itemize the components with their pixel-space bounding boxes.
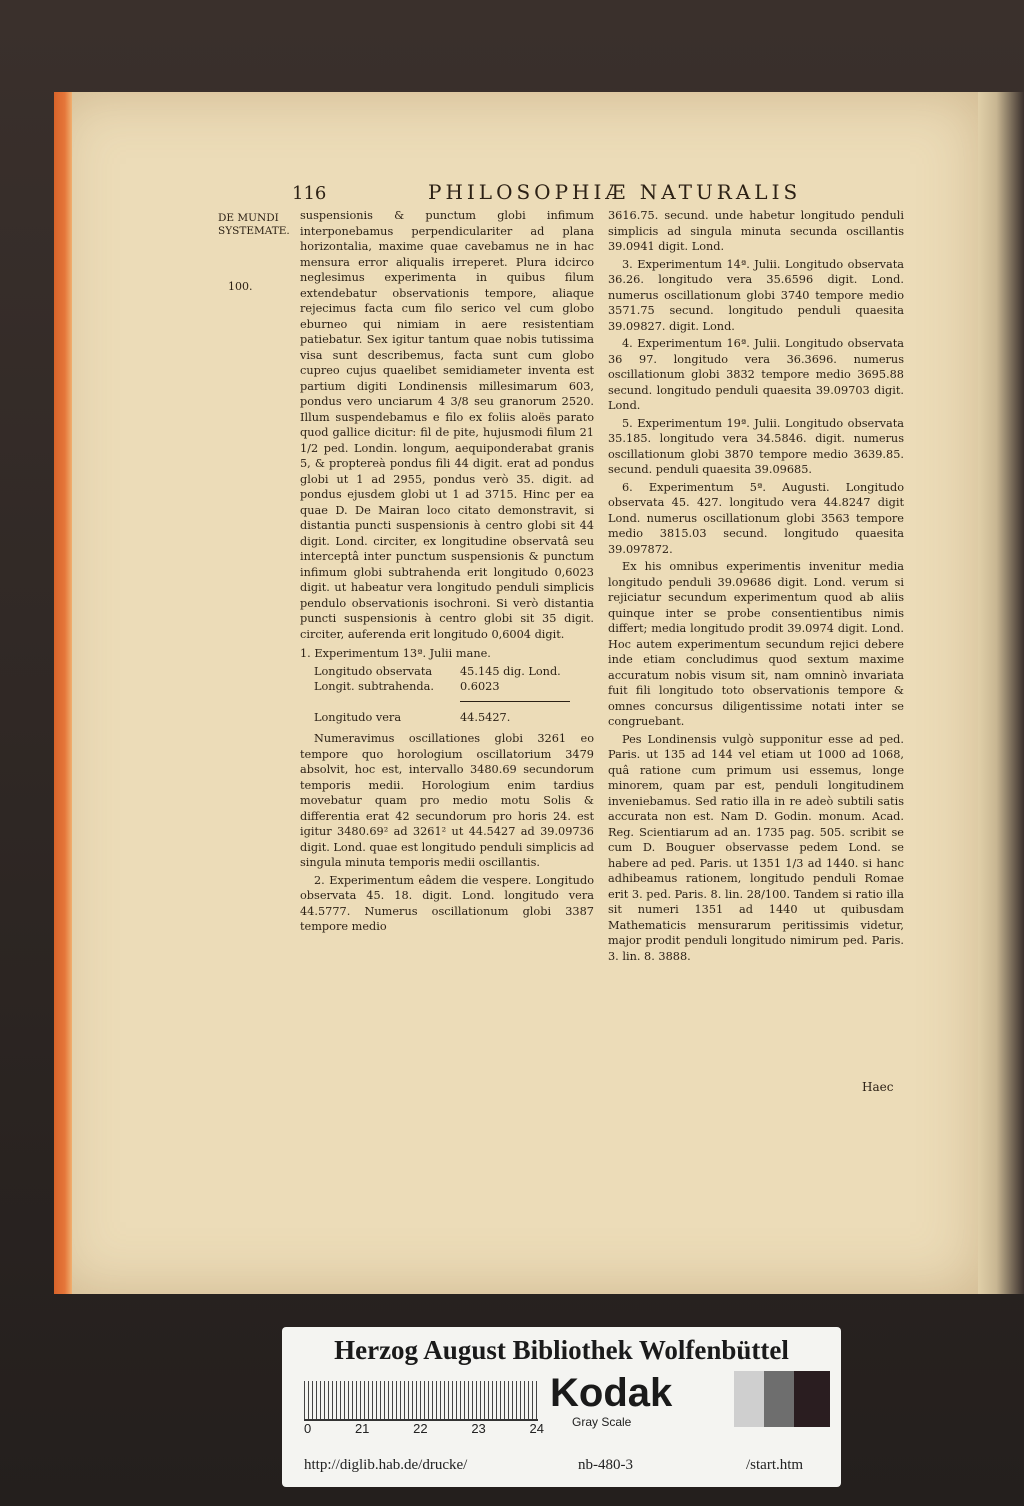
sum-rule xyxy=(460,701,570,702)
next-page-edge xyxy=(978,92,1024,1294)
paragraph: 4. Experimentum 16ª. Julii. Longitudo observata 36 97. longitudo vera 36.3696. numerus oscillationum globi 3832 tempore medio 3695.88 secund. longitudo penduli quaesita 39.09703 digit. Lond. xyxy=(608,337,904,412)
ruler-label: 0 xyxy=(304,1421,312,1436)
library-name: Herzog August Bibliothek Wolfenbüttel xyxy=(334,1335,789,1365)
page-edge xyxy=(54,92,72,1294)
gray-swatch-mid xyxy=(764,1371,794,1427)
ruler-label: 23 xyxy=(471,1421,486,1436)
calc-label: Longitudo observata xyxy=(314,664,433,678)
ruler-labels xyxy=(304,1421,544,1436)
kodak-logo: Kodak xyxy=(550,1371,673,1415)
source-url: http://diglib.hab.de/drucke/ xyxy=(304,1457,468,1473)
paragraph: Pes Londinensis vulgò supponitur esse ad ped. Paris. ut 135 ad 144 vel etiam ut 1000 ad 1068, quâ ratione cum primum usi essemus, longe minorem, quam par est, penduli longitudinem inveniebamus. Sed ratio illa in re adeò subtili satis accurata non est. Nam D. Godin. monum. Acad. Reg. Scientiarum ad an. 1735 pag. 505. scribit se cum D. Bouguer observasse pedem Lond. se habere ad ped. Paris. ut 1351 1/3 ad 1440. si hanc adhibeamus rationem, longitudo penduli Romae erit 3. ped. Paris. 8. lin. 28/100. Tandem si ratio illa sit numeri 1351 ad 1440 ut quibusdam Mathematicis mensurarum peritissimis videtur, major prodit penduli longitudo nimirum ped. Paris. 3. lin. 8. 3888. xyxy=(608,732,904,963)
calc-label: Longit. subtrahenda. xyxy=(314,680,434,693)
calc-result xyxy=(300,710,594,726)
paragraph: 3. Experimentum 14ª. Julii. Longitudo observata 36.26. longitudo vera 35.6596 digit. Lond. numerus oscillationum globi 3740 tempore medio 3571.75 secund. longitudo penduli quaesita 39.09827. digit. Lond. xyxy=(608,257,904,333)
page-number: 116 xyxy=(292,183,327,204)
calc-value: 0.6023 xyxy=(460,680,500,693)
paragraph: Numeravimus oscillationes globi 3261 eo tempore quo horologium oscillatorium 3479 absolvit, hoc est, intervallo 3480.69 secundorum temporis medii. Horologium enim tardius movebatur quam pro medio motu Solis & differentia erat 42 secundorum pro horis 24. est igitur 3480.69² ad 3261² ut 44.5427 ad 39.09736 digit. Lond. quae est longitudo penduli simplicis ad singula minuta temporis medii oscillantis. xyxy=(300,732,594,869)
calc-row xyxy=(300,664,594,680)
right-column xyxy=(608,208,904,966)
calc-row xyxy=(300,679,594,695)
calc-value: 45.145 dig. Lond. xyxy=(460,664,561,678)
ruler-label: 21 xyxy=(354,1421,370,1436)
gray-scale-label: Gray Scale xyxy=(572,1415,632,1429)
paragraph: Ex his omnibus experimentis invenitur media longitudo penduli 39.09686 digit. Lond. verum si rejiciatur secundum experimentum quod ab aliis quinque inter se probe consentientibus nimis differt; media longitudo prodit 39.0974 digit. Lond. Hoc autem experimentum secundum rejici debere inde etiam concludimus quod sextum maxime accuratum nobis visum sit, nam omninò invariata fuit fili longitudo toto observationis tempore & omnes concursus diligentissime notati inter se congruebant. xyxy=(608,560,904,728)
shelfmark: nb-480-3 xyxy=(578,1457,633,1473)
paragraph: 5. Experimentum 19ª. Julii. Longitudo observata 35.185. longitudo vera 34.5846. digit. numerus oscillationum globi 3870 tempore medio 3639.85. secund. penduli quaesita 39.09685. xyxy=(608,416,904,476)
ruler-label: 22 xyxy=(413,1421,428,1436)
kodak-color-card xyxy=(282,1327,841,1487)
calculation-block xyxy=(300,646,594,725)
left-column xyxy=(300,208,594,937)
url-path: /start.htm xyxy=(746,1457,804,1473)
paragraph: 6. Experimentum 5ª. Augusti. Longitudo observata 45. 427. longitudo vera 44.8247 digit Lond. numerus oscillationum globi 3563 tempore medio 3815.03 secund. longitudo quaesita 39.097872. xyxy=(608,480,904,556)
paragraph: 3616.75. secund. unde habetur longitudo penduli simplicis ad singula minuta secunda oscillantis 39.0941 digit. Lond. xyxy=(608,209,904,253)
paragraph: 2. Experimentum eâdem die vespere. Longitudo observata 45. 18. digit. Lond. longitudo vera 44.5777. Numerus oscillationum globi 3387 tempore medio xyxy=(300,873,594,933)
section-number: 100. xyxy=(228,280,253,293)
catchword: Haec xyxy=(862,1080,894,1094)
gray-swatch-dark xyxy=(794,1371,830,1427)
gray-swatch-light xyxy=(734,1371,764,1427)
margin-note: DE MUNDI SYSTEMATE. xyxy=(218,212,290,237)
paragraph: suspensionis & punctum globi infimum interponebamus perpendiculariter ad plana horizontalia, maxime quae cavebamus ne in hac mensura error aliqualis irreperet. Plura idcirco neglesimus experimenta in quibus filum extendebatur observationis tempore, aliaque rejecimus facta cum filo serico vel cum globo eburneo qui nimiam in aere resistentiam patiebatur. Sex igitur tantum quae nobis tutissima visa sunt describemus, facta sunt cum globo cupreo cujus quaelibet semidiameter inventa est partium digiti Londinensis millesimarum 603, pondus vero unciarum 4 3/8 seu granorum 2520. Illum suspendebamus e filo ex foliis aloës parato quod gallice dicitur: fil de pite, hujusmodi filum 21 1/2 ped. Londin. longum, aequiponderabat granis 5, & proptereà pondus fili 44 digit. erat ad pondus globi ut 1 ad 2955, pondus verò 35. digit. ad pondus ejusdem globi ut 1 ad 3715. Hinc per ea quae D. De Mairan loco citato demonstravit, si distantia puncti suspensionis à centro globi sit 44 digit. Lond. circiter, ex longitudine observatâ seu interceptâ inter punctum suspensionis & punctum infimum globi subtrahenda erit longitudo 0,6023 digit. ut habeatur vera longitudo penduli simplicis pendulo observationis isochroni. Si verò distantia puncti suspensionis à centro globi sit 35 digit. circiter, auferenda erit longitudo 0,6004 digit. xyxy=(300,209,594,641)
ruler-label: 24 xyxy=(529,1421,544,1436)
measurement-ruler xyxy=(304,1381,538,1421)
calc-value: 44.5427. xyxy=(460,710,511,724)
calc-label: Longitudo vera xyxy=(314,710,402,724)
experiment-heading: 1. Experimentum 13ª. Julii mane. xyxy=(300,647,491,660)
running-title: PHILOSOPHIÆ NATURALIS xyxy=(428,180,802,204)
